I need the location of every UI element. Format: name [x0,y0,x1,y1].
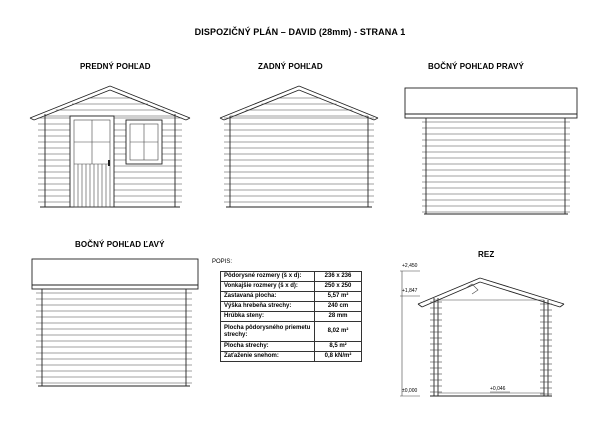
table-row [221,302,362,312]
spec-label: Hrúbka steny: [221,312,315,322]
right-view-label: BOČNÝ POHĽAD PRAVÝ [428,62,524,71]
spec-table [220,271,362,362]
front-view-drawing [30,80,200,215]
spec-value: 8,02 m² [315,322,362,342]
front-view-label: PREDNÝ POHĽAD [80,62,151,71]
dim-floor: +0,046 [490,386,506,392]
spec-value: 5,57 m² [315,292,362,302]
dim-ground: ±0,000 [402,388,418,394]
table-row [221,282,362,292]
spec-label: Zaťaženie snehom: [221,352,315,362]
spec-value: 0,8 kN/m² [315,352,362,362]
table-row [221,342,362,352]
spec-label: Plocha pôdorysného priemetu strechy: [221,322,315,342]
table-row [221,322,362,342]
table-row [221,292,362,302]
section-label: REZ [478,250,495,259]
spec-label: Plocha strechy: [221,342,315,352]
spec-label: Pôdorysné rozmery (š x d): [221,272,315,282]
table-row [221,352,362,362]
popis-label: POPIS: [212,259,233,265]
table-row [221,312,362,322]
left-side-view-drawing [30,255,205,395]
spec-value: 236 x 236 [315,272,362,282]
spec-label: Zastavaná plocha: [221,292,315,302]
right-side-view-drawing [400,80,590,220]
spec-label: Vonkajšie rozmery (š x d): [221,282,315,292]
dim-eave: +1,847 [402,288,418,294]
page-title: DISPOZIČNÝ PLÁN – DAVID (28mm) - STRANA 1 [194,27,406,37]
spec-value: 8,5 m² [315,342,362,352]
spec-value: 240 cm [315,302,362,312]
spec-label: Výška hrebeňa strechy: [221,302,315,312]
spec-value: 28 mm [315,312,362,322]
back-view-drawing [220,80,380,215]
spec-value: 250 x 250 [315,282,362,292]
dim-ridge: +2,450 [402,263,418,269]
table-row [221,272,362,282]
left-view-label: BOČNÝ POHĽAD ĽAVÝ [75,240,165,249]
back-view-label: ZADNÝ POHĽAD [258,62,323,71]
